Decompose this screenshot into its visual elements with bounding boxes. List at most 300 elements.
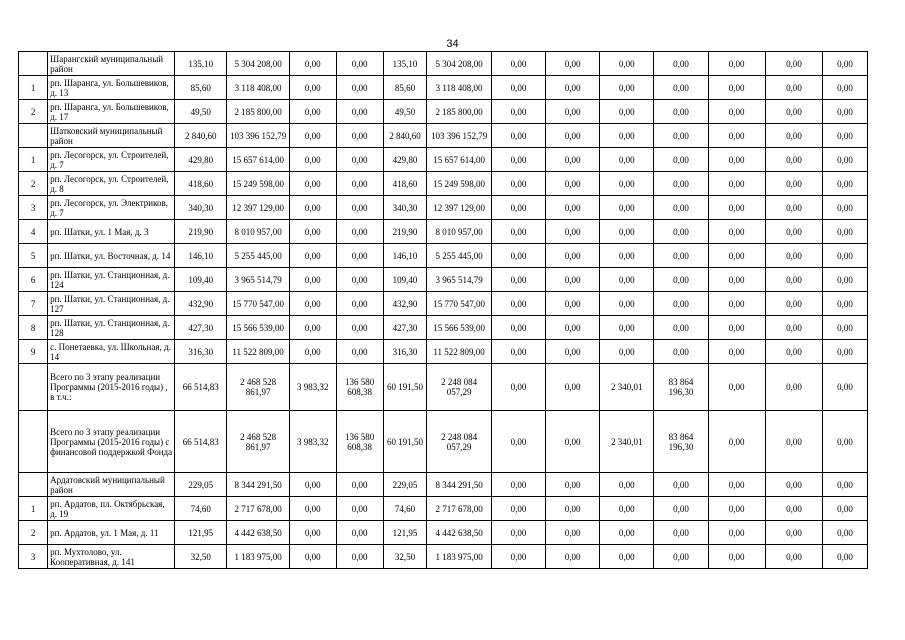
table-cell: 2 717 678,00 <box>227 497 290 521</box>
table-cell: 0,00 <box>823 52 868 76</box>
table-row <box>19 497 868 521</box>
table-cell: 15 657 614,00 <box>427 148 492 172</box>
row-number: 1 <box>19 148 48 172</box>
table-cell: 0,00 <box>289 220 336 244</box>
table-cell: 0,00 <box>654 124 708 148</box>
table-cell: 0,00 <box>546 364 600 411</box>
table-cell: 0,00 <box>491 316 545 340</box>
table-cell: 2 717 678,00 <box>427 497 492 521</box>
table-cell: 8 010 957,00 <box>427 220 492 244</box>
table-cell: 0,00 <box>289 473 336 497</box>
table-cell: 3 118 408,00 <box>427 76 492 100</box>
table-row <box>19 268 868 292</box>
table-cell: 0,00 <box>546 340 600 364</box>
table-cell: 0,00 <box>289 268 336 292</box>
table-row <box>19 340 868 364</box>
table-cell: 0,00 <box>546 497 600 521</box>
table-cell: 0,00 <box>600 124 654 148</box>
table-cell: 0,00 <box>336 148 383 172</box>
table-cell: 15 770 547,00 <box>427 292 492 316</box>
table-cell: 0,00 <box>600 521 654 545</box>
table-cell: 0,00 <box>600 292 654 316</box>
table-cell: 0,00 <box>546 220 600 244</box>
table-cell: 0,00 <box>491 100 545 124</box>
table-cell: 0,00 <box>491 124 545 148</box>
table-cell: 0,00 <box>708 244 765 268</box>
row-name: рп. Мухтолово, ул. Кооперативная, д. 141 <box>48 545 175 569</box>
table-cell: 0,00 <box>491 172 545 196</box>
table-cell: 2 468 528 861,97 <box>227 411 290 473</box>
table-cell: 0,00 <box>823 268 868 292</box>
table-cell: 0,00 <box>708 411 765 473</box>
table-cell: 3 983,32 <box>289 364 336 411</box>
row-number: 8 <box>19 316 48 340</box>
table-cell: 0,00 <box>823 292 868 316</box>
table-cell: 0,00 <box>823 172 868 196</box>
table-cell: 0,00 <box>823 124 868 148</box>
table-cell: 0,00 <box>491 268 545 292</box>
table-cell: 0,00 <box>708 100 765 124</box>
table-cell: 3 965 514,79 <box>427 268 492 292</box>
row-number: 6 <box>19 268 48 292</box>
table-cell: 0,00 <box>600 52 654 76</box>
table-cell: 0,00 <box>600 244 654 268</box>
row-number <box>19 52 48 76</box>
table-cell: 2 185 800,00 <box>227 100 290 124</box>
table-cell: 103 396 152,79 <box>427 124 492 148</box>
table-cell: 219,90 <box>175 220 227 244</box>
table-cell: 0,00 <box>708 124 765 148</box>
table-cell: 0,00 <box>336 497 383 521</box>
table-cell: 0,00 <box>600 148 654 172</box>
table-cell: 0,00 <box>765 52 822 76</box>
row-name: рп. Ардатов, ул. 1 Мая, д. 11 <box>48 521 175 545</box>
table-cell: 5 255 445,00 <box>427 244 492 268</box>
row-number: 1 <box>19 497 48 521</box>
row-name: рп. Шаранга, ул. Большевиков, д. 13 <box>48 76 175 100</box>
table-cell: 0,00 <box>546 124 600 148</box>
table-cell: 0,00 <box>336 316 383 340</box>
table-cell: 0,00 <box>546 100 600 124</box>
table-cell: 15 770 547,00 <box>227 292 290 316</box>
table-cell: 0,00 <box>765 292 822 316</box>
table-cell: 0,00 <box>336 100 383 124</box>
table-cell: 340,30 <box>383 196 427 220</box>
table-cell: 0,00 <box>765 244 822 268</box>
table-cell: 0,00 <box>654 316 708 340</box>
table-row <box>19 124 868 148</box>
table-cell: 2 185 800,00 <box>427 100 492 124</box>
table-cell: 11 522 809,00 <box>427 340 492 364</box>
table-cell: 0,00 <box>708 172 765 196</box>
table-cell: 85,60 <box>383 76 427 100</box>
table-cell: 0,00 <box>600 316 654 340</box>
table-cell: 5 304 208,00 <box>227 52 290 76</box>
table-cell: 0,00 <box>600 268 654 292</box>
table-cell: 146,10 <box>383 244 427 268</box>
table-cell: 0,00 <box>654 76 708 100</box>
table-cell: 0,00 <box>491 244 545 268</box>
table-cell: 135,10 <box>383 52 427 76</box>
table-cell: 66 514,83 <box>175 411 227 473</box>
table-row <box>19 220 868 244</box>
table-cell: 49,50 <box>383 100 427 124</box>
table-cell: 0,00 <box>765 124 822 148</box>
table-cell: 0,00 <box>823 545 868 569</box>
table-cell: 0,00 <box>600 100 654 124</box>
table-cell: 0,00 <box>289 497 336 521</box>
table-cell: 0,00 <box>289 292 336 316</box>
table-cell: 0,00 <box>765 220 822 244</box>
table-cell: 0,00 <box>600 497 654 521</box>
table-row <box>19 76 868 100</box>
table-cell: 0,00 <box>765 340 822 364</box>
table-cell: 5 255 445,00 <box>227 244 290 268</box>
table-cell: 4 442 638,50 <box>227 521 290 545</box>
table-cell: 0,00 <box>765 196 822 220</box>
table-cell: 0,00 <box>491 196 545 220</box>
table-cell: 0,00 <box>708 76 765 100</box>
row-number: 2 <box>19 521 48 545</box>
table-cell: 0,00 <box>708 364 765 411</box>
table-cell: 0,00 <box>765 521 822 545</box>
table-cell: 0,00 <box>708 220 765 244</box>
table-cell: 0,00 <box>823 497 868 521</box>
table-cell: 0,00 <box>654 268 708 292</box>
table-row <box>19 292 868 316</box>
table-cell: 146,10 <box>175 244 227 268</box>
table-cell: 49,50 <box>175 100 227 124</box>
table-cell: 85,60 <box>175 76 227 100</box>
table-row <box>19 521 868 545</box>
row-number <box>19 124 48 148</box>
table-cell: 0,00 <box>546 268 600 292</box>
table-cell: 427,30 <box>383 316 427 340</box>
table-cell: 103 396 152,79 <box>227 124 290 148</box>
table-row <box>19 364 868 411</box>
table-cell: 0,00 <box>336 52 383 76</box>
table-cell: 0,00 <box>336 196 383 220</box>
table-cell: 0,00 <box>708 316 765 340</box>
table-cell: 3 983,32 <box>289 411 336 473</box>
table-cell: 0,00 <box>289 148 336 172</box>
row-name: рп. Шаранга, ул. Большевиков, д. 17 <box>48 100 175 124</box>
table-cell: 109,40 <box>175 268 227 292</box>
table-cell: 0,00 <box>765 364 822 411</box>
table-cell: 0,00 <box>546 292 600 316</box>
table-cell: 15 566 539,00 <box>427 316 492 340</box>
table-cell: 0,00 <box>336 220 383 244</box>
table-cell: 8 010 957,00 <box>227 220 290 244</box>
table-cell: 0,00 <box>546 521 600 545</box>
table-cell: 0,00 <box>289 124 336 148</box>
row-name: Шатковский муниципальный район <box>48 124 175 148</box>
row-number <box>19 411 48 473</box>
table-cell: 0,00 <box>491 521 545 545</box>
table-cell: 2 248 084 057,29 <box>427 364 492 411</box>
table-cell: 316,30 <box>175 340 227 364</box>
table-row <box>19 172 868 196</box>
table-cell: 3 118 408,00 <box>227 76 290 100</box>
table-cell: 418,60 <box>383 172 427 196</box>
table-cell: 0,00 <box>765 473 822 497</box>
table-cell: 0,00 <box>289 316 336 340</box>
table-cell: 0,00 <box>708 148 765 172</box>
table-cell: 11 522 809,00 <box>227 340 290 364</box>
table-cell: 0,00 <box>546 473 600 497</box>
table-cell: 0,00 <box>654 196 708 220</box>
table-cell: 0,00 <box>491 148 545 172</box>
table-cell: 0,00 <box>654 148 708 172</box>
row-name: рп. Шатки, ул. Станционная, д. 127 <box>48 292 175 316</box>
table-row <box>19 411 868 473</box>
table-cell: 0,00 <box>708 340 765 364</box>
table-cell: 83 864 196,30 <box>654 411 708 473</box>
table-cell: 0,00 <box>289 196 336 220</box>
table-cell: 0,00 <box>823 148 868 172</box>
table-cell: 0,00 <box>823 100 868 124</box>
table-cell: 0,00 <box>708 292 765 316</box>
row-name: рп. Шатки, ул. Станционная, д. 124 <box>48 268 175 292</box>
table-cell: 0,00 <box>654 172 708 196</box>
table-cell: 0,00 <box>546 196 600 220</box>
table-cell: 135,10 <box>175 52 227 76</box>
table-cell: 2 340,01 <box>600 411 654 473</box>
table-cell: 0,00 <box>654 220 708 244</box>
table-cell: 427,30 <box>175 316 227 340</box>
table-cell: 0,00 <box>289 76 336 100</box>
table-cell: 74,60 <box>175 497 227 521</box>
table-cell: 2 340,01 <box>600 364 654 411</box>
row-name: рп. Шатки, ул. 1 Мая, д. 3 <box>48 220 175 244</box>
row-number: 7 <box>19 292 48 316</box>
table-row <box>19 316 868 340</box>
table-cell: 432,90 <box>175 292 227 316</box>
table-cell: 0,00 <box>765 76 822 100</box>
table-cell: 0,00 <box>289 545 336 569</box>
table-cell: 0,00 <box>823 521 868 545</box>
table-cell: 0,00 <box>654 545 708 569</box>
row-number: 3 <box>19 196 48 220</box>
row-number: 2 <box>19 172 48 196</box>
table-cell: 0,00 <box>654 292 708 316</box>
table-cell: 15 657 614,00 <box>227 148 290 172</box>
table-cell: 0,00 <box>654 521 708 545</box>
table-cell: 0,00 <box>491 292 545 316</box>
table-cell: 109,40 <box>383 268 427 292</box>
table-cell: 0,00 <box>708 52 765 76</box>
table-cell: 5 304 208,00 <box>427 52 492 76</box>
table-cell: 0,00 <box>546 148 600 172</box>
table-cell: 0,00 <box>765 411 822 473</box>
table-cell: 0,00 <box>823 473 868 497</box>
table-cell: 0,00 <box>765 148 822 172</box>
table-cell: 32,50 <box>175 545 227 569</box>
table-cell: 0,00 <box>823 76 868 100</box>
table-cell: 0,00 <box>765 545 822 569</box>
table-cell: 15 566 539,00 <box>227 316 290 340</box>
table-row <box>19 148 868 172</box>
table-cell: 0,00 <box>600 172 654 196</box>
table-cell: 0,00 <box>708 196 765 220</box>
table-cell: 0,00 <box>823 411 868 473</box>
table-cell: 0,00 <box>708 545 765 569</box>
table-cell: 1 183 975,00 <box>427 545 492 569</box>
table-cell: 429,80 <box>175 148 227 172</box>
table-cell: 2 840,60 <box>175 124 227 148</box>
table-cell: 0,00 <box>708 473 765 497</box>
table-cell: 0,00 <box>546 52 600 76</box>
table-cell: 0,00 <box>600 340 654 364</box>
table-cell: 219,90 <box>383 220 427 244</box>
table-cell: 0,00 <box>491 220 545 244</box>
table-cell: 1 183 975,00 <box>227 545 290 569</box>
table-cell: 0,00 <box>765 172 822 196</box>
row-name: Шарангский муниципальный район <box>48 52 175 76</box>
table-row <box>19 473 868 497</box>
table-cell: 0,00 <box>491 76 545 100</box>
table-cell: 0,00 <box>546 411 600 473</box>
table-cell: 0,00 <box>336 521 383 545</box>
table-cell: 0,00 <box>765 268 822 292</box>
table-cell: 0,00 <box>546 545 600 569</box>
table-cell: 0,00 <box>823 364 868 411</box>
table-cell: 2 840,60 <box>383 124 427 148</box>
table-cell: 74,60 <box>383 497 427 521</box>
table-cell: 0,00 <box>600 545 654 569</box>
row-number: 9 <box>19 340 48 364</box>
row-name: рп. Лесогорск, ул. Строителей, д. 7 <box>48 148 175 172</box>
table-cell: 0,00 <box>336 76 383 100</box>
table-cell: 0,00 <box>336 340 383 364</box>
table-cell: 0,00 <box>336 124 383 148</box>
table-cell: 229,05 <box>175 473 227 497</box>
table-cell: 229,05 <box>383 473 427 497</box>
table-cell: 0,00 <box>491 411 545 473</box>
table-cell: 432,90 <box>383 292 427 316</box>
table-cell: 0,00 <box>600 196 654 220</box>
program-table <box>18 51 868 569</box>
row-number: 5 <box>19 244 48 268</box>
table-cell: 0,00 <box>600 473 654 497</box>
table-cell: 0,00 <box>654 340 708 364</box>
row-name: Всего по 3 этапу реализации Программы (2015-2016 годы) с финансовой поддержкой Фонда <box>48 411 175 473</box>
table-cell: 136 580 608,38 <box>336 411 383 473</box>
table-cell: 0,00 <box>654 244 708 268</box>
table-cell: 0,00 <box>289 340 336 364</box>
table-cell: 0,00 <box>600 76 654 100</box>
table-cell: 0,00 <box>491 473 545 497</box>
table-cell: 3 965 514,79 <box>227 268 290 292</box>
table-cell: 0,00 <box>708 497 765 521</box>
table-row <box>19 196 868 220</box>
table-cell: 0,00 <box>289 521 336 545</box>
row-name: рп. Шатки, ул. Восточная, д. 14 <box>48 244 175 268</box>
table-cell: 0,00 <box>491 52 545 76</box>
table-row <box>19 244 868 268</box>
table-row <box>19 52 868 76</box>
row-name: рп. Шатки, ул. Станционная, д. 128 <box>48 316 175 340</box>
row-name: Ардатовский муниципальный район <box>48 473 175 497</box>
row-number <box>19 473 48 497</box>
table-cell: 83 864 196,30 <box>654 364 708 411</box>
row-number: 3 <box>19 545 48 569</box>
table-cell: 0,00 <box>708 268 765 292</box>
table-cell: 0,00 <box>823 340 868 364</box>
table-cell: 15 249 598,00 <box>227 172 290 196</box>
table-cell: 0,00 <box>289 172 336 196</box>
table-cell: 0,00 <box>546 76 600 100</box>
row-number: 2 <box>19 100 48 124</box>
table-cell: 0,00 <box>289 100 336 124</box>
table-cell: 12 397 129,00 <box>227 196 290 220</box>
table-row <box>19 545 868 569</box>
table-cell: 15 249 598,00 <box>427 172 492 196</box>
page-number: 34 <box>446 38 459 50</box>
row-name: рп. Лесогорск, ул. Строителей, д. 8 <box>48 172 175 196</box>
table-cell: 0,00 <box>823 244 868 268</box>
table-cell: 340,30 <box>175 196 227 220</box>
table-cell: 2 248 084 057,29 <box>427 411 492 473</box>
table-cell: 0,00 <box>289 52 336 76</box>
table-cell: 418,60 <box>175 172 227 196</box>
row-number: 1 <box>19 76 48 100</box>
table-cell: 0,00 <box>336 473 383 497</box>
table-cell: 0,00 <box>491 545 545 569</box>
table-cell: 32,50 <box>383 545 427 569</box>
table-cell: 316,30 <box>383 340 427 364</box>
table-cell: 0,00 <box>654 52 708 76</box>
row-name: с. Понетаевка, ул. Школьная, д. 14 <box>48 340 175 364</box>
table-cell: 0,00 <box>765 316 822 340</box>
table-cell: 12 397 129,00 <box>427 196 492 220</box>
table-cell: 0,00 <box>546 172 600 196</box>
table-cell: 0,00 <box>823 316 868 340</box>
table-cell: 136 580 608,38 <box>336 364 383 411</box>
table-cell: 60 191,50 <box>383 364 427 411</box>
table-cell: 4 442 638,50 <box>427 521 492 545</box>
table-cell: 60 191,50 <box>383 411 427 473</box>
table-cell: 2 468 528 861,97 <box>227 364 290 411</box>
table-cell: 0,00 <box>546 316 600 340</box>
table-cell: 0,00 <box>491 497 545 521</box>
table-cell: 8 344 291,50 <box>427 473 492 497</box>
table-cell: 8 344 291,50 <box>227 473 290 497</box>
row-number <box>19 364 48 411</box>
table-cell: 0,00 <box>336 545 383 569</box>
row-name: рп. Ардатов, пл. Октябрьская, д. 19 <box>48 497 175 521</box>
table-cell: 0,00 <box>654 473 708 497</box>
table-cell: 0,00 <box>600 220 654 244</box>
row-number: 4 <box>19 220 48 244</box>
table-cell: 0,00 <box>823 220 868 244</box>
table-cell: 0,00 <box>289 244 336 268</box>
row-name: рп. Лесогорск, ул. Электриков, д. 7 <box>48 196 175 220</box>
table-cell: 121,95 <box>175 521 227 545</box>
table-cell: 0,00 <box>654 497 708 521</box>
table-row <box>19 100 868 124</box>
table-cell: 0,00 <box>823 196 868 220</box>
table-cell: 0,00 <box>336 172 383 196</box>
table-cell: 0,00 <box>708 521 765 545</box>
table-cell: 0,00 <box>491 340 545 364</box>
table-cell: 0,00 <box>654 100 708 124</box>
table-cell: 66 514,83 <box>175 364 227 411</box>
table-cell: 0,00 <box>765 100 822 124</box>
table-cell: 0,00 <box>546 244 600 268</box>
table-cell: 0,00 <box>336 292 383 316</box>
table-cell: 0,00 <box>336 244 383 268</box>
